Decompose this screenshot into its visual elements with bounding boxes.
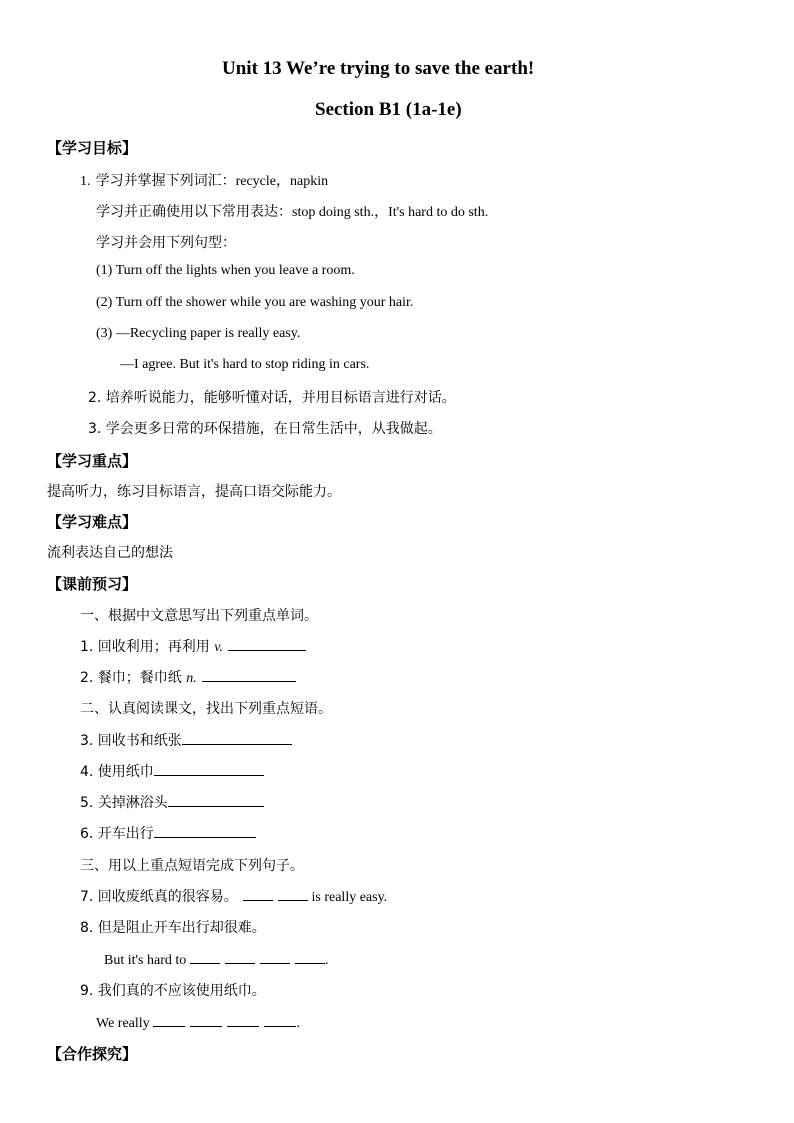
answer-blank-3[interactable] xyxy=(182,732,292,745)
sentence-1: (1) Turn off the lights when you leave a room. xyxy=(96,263,355,278)
question-3-text: 3. 回收书和纸张 xyxy=(80,733,182,749)
section-heading-goals: 【学习目标】 xyxy=(47,139,138,157)
section-heading-difficulty: 【学习难点】 xyxy=(47,513,138,531)
question-7 xyxy=(80,886,387,906)
question-5 xyxy=(80,792,264,812)
preview-part-3-heading: 三、用以上重点短语完成下列句子。 xyxy=(80,858,304,874)
question-2 xyxy=(80,667,296,687)
sentence-3-reply: —I agree. But it's hard to stop riding in cars. xyxy=(120,357,370,372)
answer-blank-2[interactable] xyxy=(202,669,296,682)
answer-blank-6[interactable] xyxy=(154,825,256,838)
answer-blank-9d[interactable] xyxy=(264,1014,296,1027)
answer-blank-5[interactable] xyxy=(168,794,264,807)
question-9-period: . xyxy=(296,1016,300,1031)
preview-part-1-heading: 一、根据中文意思写出下列重点单词。 xyxy=(80,608,318,624)
question-9-text: 9. 我们真的不应该使用纸巾。 xyxy=(80,983,266,999)
answer-blank-9a[interactable] xyxy=(153,1014,185,1027)
answer-blank-8d[interactable] xyxy=(295,951,325,964)
section-heading-preview: 【课前预习】 xyxy=(47,575,138,593)
question-4-text: 4. 使用纸巾 xyxy=(80,764,154,780)
section-heading-explore: 【合作探究】 xyxy=(47,1045,138,1063)
question-5-text: 5. 关掉淋浴头 xyxy=(80,795,168,811)
question-6 xyxy=(80,823,256,843)
goal-1-text: 学习并掌握下列词汇： xyxy=(95,173,236,189)
question-8-english: But it's hard to xyxy=(104,953,190,968)
question-4 xyxy=(80,761,264,781)
section-heading-focus: 【学习重点】 xyxy=(47,452,138,470)
document-subtitle: Section B1 (1a-1e) xyxy=(315,99,462,120)
question-9-answer xyxy=(96,1012,300,1032)
question-8-text: 8. 但是阻止开车出行却很难。 xyxy=(80,920,266,936)
question-8-period: . xyxy=(325,953,329,968)
answer-blank-8a[interactable] xyxy=(190,951,220,964)
question-1-text: 1. 回收利用；再利用 xyxy=(80,639,215,655)
answer-blank-8c[interactable] xyxy=(260,951,290,964)
goal-1-sentences-label: 学习并会用下列句型： xyxy=(96,235,236,251)
goal-1 xyxy=(80,170,328,190)
sentence-3: (3) —Recycling paper is really easy. xyxy=(96,326,301,341)
answer-blank-7b[interactable] xyxy=(278,888,308,901)
goal-1-expressions-text: 学习并正确使用以下常用表达： xyxy=(96,204,292,220)
goal-1-words: recycle，napkin xyxy=(235,174,329,189)
question-1-pos: v. xyxy=(214,640,223,655)
focus-text: 提高听力，练习目标语言，提高口语交际能力。 xyxy=(47,484,341,500)
question-3 xyxy=(80,730,292,750)
goal-3: 3. 学会更多日常的环保措施，在日常生活中，从我做起。 xyxy=(88,421,442,437)
goal-1-number: 1. xyxy=(80,174,91,189)
answer-blank-8b[interactable] xyxy=(225,951,255,964)
sentence-2: (2) Turn off the shower while you are washing your hair. xyxy=(96,295,414,310)
question-7-english: is really easy. xyxy=(308,890,388,905)
answer-blank-4[interactable] xyxy=(154,763,264,776)
answer-blank-7a[interactable] xyxy=(243,888,273,901)
answer-blank-9c[interactable] xyxy=(227,1014,259,1027)
question-7-text: 7. 回收废纸真的很容易。 xyxy=(80,889,238,905)
answer-blank-1[interactable] xyxy=(228,638,306,651)
goal-1-expressions-en: stop doing sth.，It's hard to do sth. xyxy=(292,205,489,220)
goal-2: 2. 培养听说能力，能够听懂对话，并用目标语言进行对话。 xyxy=(88,390,456,406)
difficulty-text: 流利表达自己的想法 xyxy=(47,545,173,561)
question-9-english: We really xyxy=(96,1016,154,1031)
question-2-pos: n. xyxy=(186,671,197,686)
question-8-answer xyxy=(104,949,329,969)
document-title: Unit 13 We’re trying to save the earth! xyxy=(222,58,535,79)
question-1 xyxy=(80,636,306,656)
goal-1-expressions xyxy=(96,201,488,221)
question-2-text: 2. 餐巾；餐巾纸 xyxy=(80,670,187,686)
question-6-text: 6. 开车出行 xyxy=(80,826,154,842)
answer-blank-9b[interactable] xyxy=(190,1014,222,1027)
preview-part-2-heading: 二、认真阅读课文，找出下列重点短语。 xyxy=(80,701,332,717)
